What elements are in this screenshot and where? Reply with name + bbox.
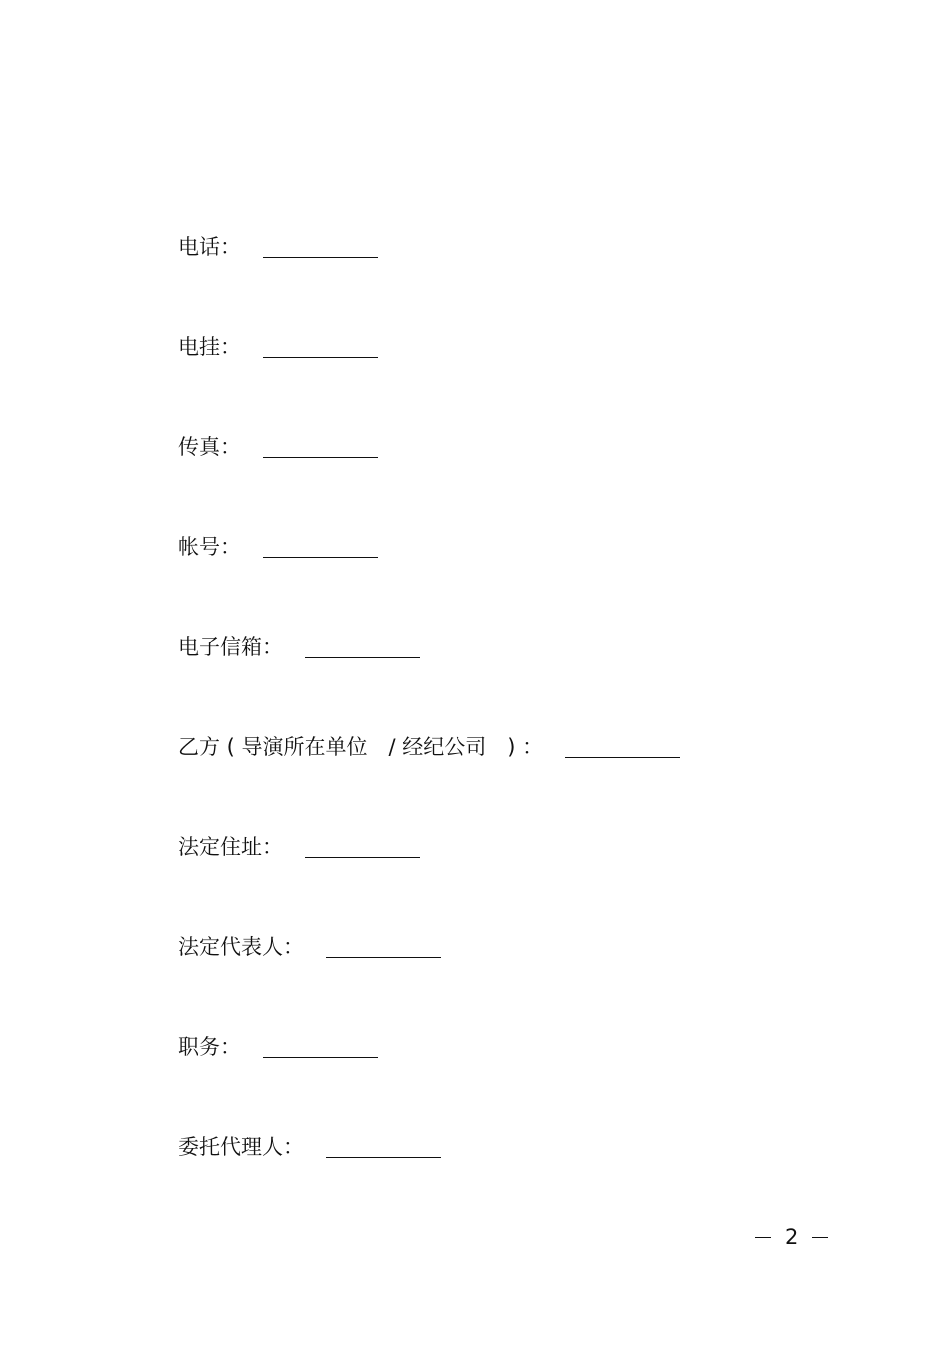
field-legal-address [178,830,420,860]
field-telegraph [178,330,378,360]
field-phone [178,230,378,260]
blank-line [263,535,378,558]
footer-dash-right [812,1237,828,1238]
blank-line [263,435,378,458]
field-label: 电话： [178,235,241,259]
field-legal-representative [178,930,441,960]
field-label: 传真： [178,435,241,459]
field-label: 乙方 ( 导演所在单位 / 经纪公司 ) ： [178,735,544,759]
blank-line [263,235,378,258]
field-label: 委托代理人： [178,1135,304,1159]
field-email [178,630,420,660]
page-footer [755,1224,828,1250]
blank-line [263,335,378,358]
blank-line [305,635,420,658]
field-label: 帐号： [178,535,241,559]
footer-dash-left [755,1237,771,1238]
page-number: 2 [785,1225,799,1249]
field-label: 电子信箱： [178,635,283,659]
blank-line [305,835,420,858]
field-label: 电挂： [178,335,241,359]
field-authorized-agent [178,1130,441,1160]
blank-line [326,1135,441,1158]
blank-line [326,935,441,958]
field-label: 职务： [178,1035,241,1059]
field-party-b [178,730,680,760]
field-position [178,1030,378,1060]
blank-line [565,735,680,758]
blank-line [263,1035,378,1058]
field-label: 法定住址： [178,835,283,859]
field-account [178,530,378,560]
field-label: 法定代表人： [178,935,304,959]
field-fax [178,430,378,460]
